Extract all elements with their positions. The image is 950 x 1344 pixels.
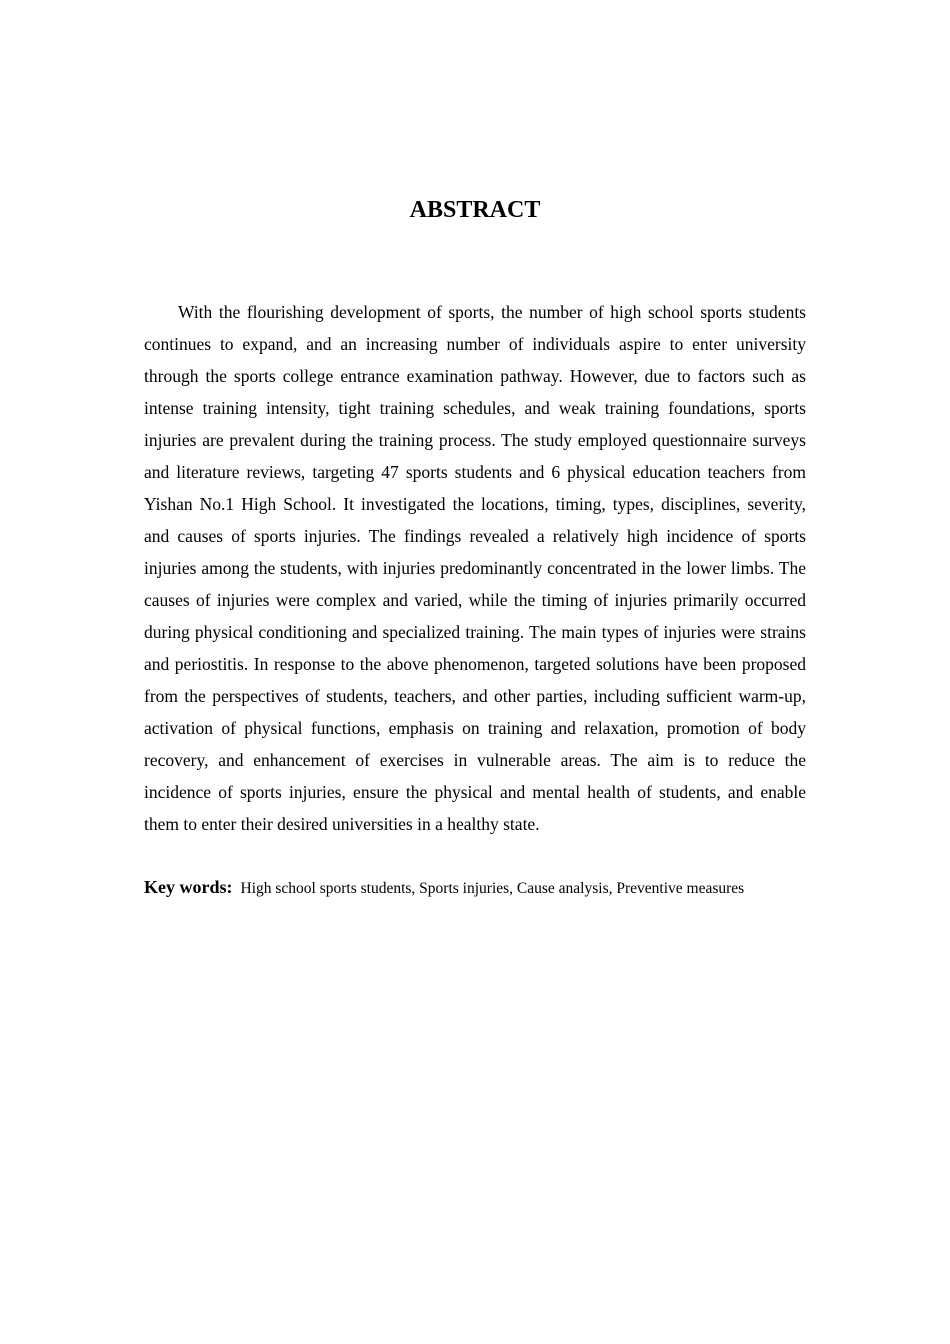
keywords-text: High school sports students, Sports injuries, Cause analysis, Preventive measures [240,880,745,897]
keywords-label: Key words: [144,877,233,897]
keywords-line [144,872,806,904]
page-title: ABSTRACT [409,197,541,223]
abstract-paragraph: With the flourishing development of sports, the number of high school sports students continues to expand, and an increasing number of individuals aspire to enter university through the sports college entrance examination pathway. However, due to factors such as intense training intensity, tight training schedules, and weak training foundations, sports injuries are prevalent during the training process. The study employed questionnaire surveys and literature reviews, targeting 47 sports students and 6 physical education teachers from Yishan No.1 High School. It investigated the locations, timing, types, disciplines, severity, and causes of sports injuries. The findings revealed a relatively high incidence of sports injuries among the students, with injuries predominantly concentrated in the lower limbs. The causes of injuries were complex and varied, while the timing of injuries primarily occurred during physical conditioning and specialized training. The main types of injuries were strains and periostitis. In response to the above phenomenon, targeted solutions have been proposed from the perspectives of students, teachers, and other parties, including sufficient warm-up, activation of physical functions, emphasis on training and relaxation, promotion of body recovery, and enhancement of exercises in vulnerable areas. The aim is to reduce the incidence of sports injuries, ensure the physical and mental health of students, and enable them to enter their desired universities in a healthy state. [144,302,806,834]
